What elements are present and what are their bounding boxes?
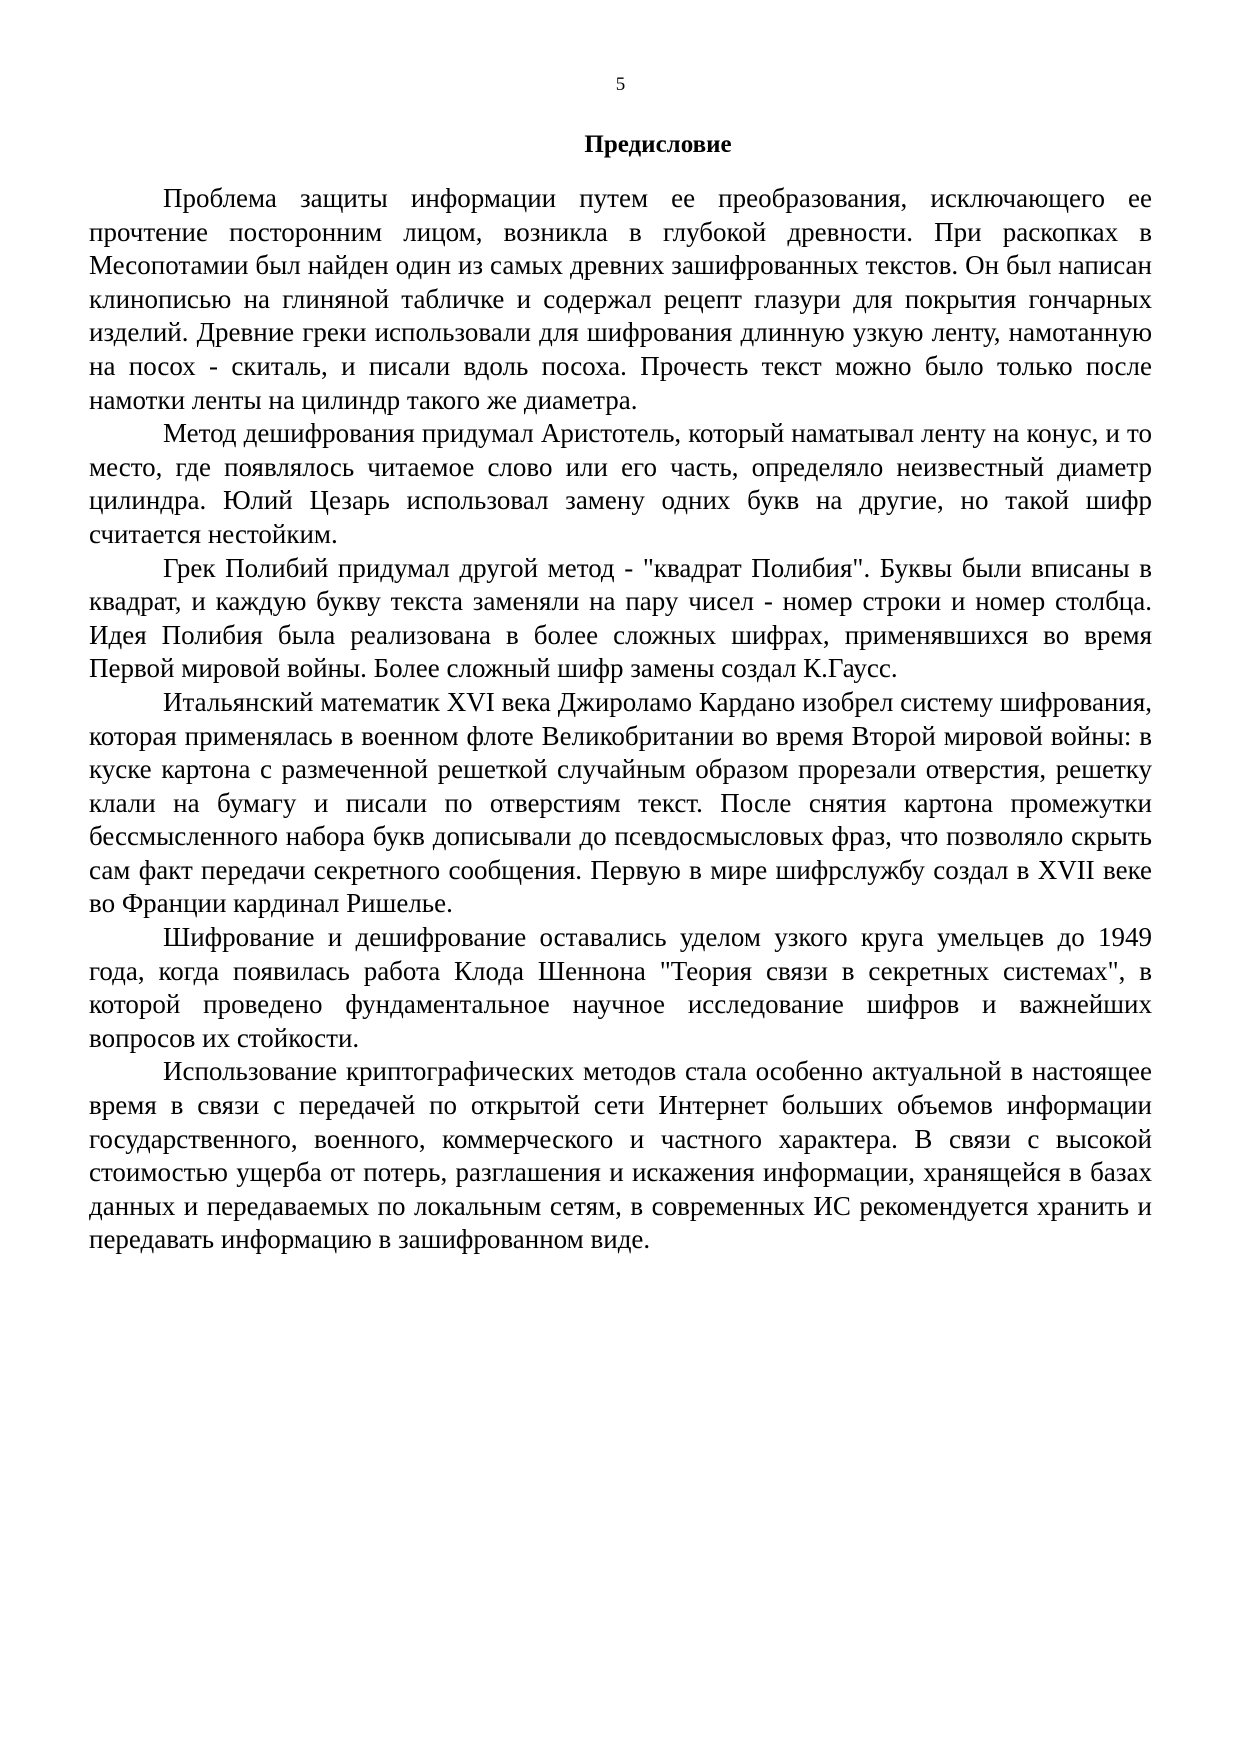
paragraph: Итальянский математик XVI века Джироламо Кардано изобрел систему шифрования, которая применялась в военном флоте Великобритании во время Второй мировой войны: в куске картона с размеченной решеткой случайным образом прорезали отверстия, решетку клали на бумагу и писали по отверстиям текст. После снятия картона промежутки бессмысленного набора букв дописывали до псевдосмысловых фраз, что позволяло скрыть сам факт передачи секретного сообщения. Первую в мире шифрслужбу создал в XVII веке во Франции кардинал Ришелье. [89, 686, 1152, 919]
paragraph: Метод дешифрования придумал Аристотель, который наматывал ленту на конус, и то место, где появлялось читаемое слово или его часть, определяло неизвестный диаметр цилиндра. Юлий Цезарь использовал замену одних букв на другие, но такой шифр считается нестойким. [89, 418, 1152, 549]
paragraph: Использование криптографических методов стала особенно актуальной в настоящее время в связи с передачей по открытой сети Интернет больших объемов информации государственного, военного, коммерческого и частного характера. В связи с высокой стоимостью ущерба от потерь, разглашения и искажения информации, хранящейся в базах данных и передаваемых по локальным сетям, в современных ИС рекомендуется хранить и передавать информацию в зашифрованном виде. [89, 1056, 1152, 1255]
paragraph: Грек Полибий придумал другой метод - "квадрат Полибия". Буквы были вписаны в квадрат, и каждую букву текста заменяли на пару чисел - номер строки и номер столбца. Идея Полибия была реализована в более сложных шифрах, применявшихся во время Первой мировой войны. Более сложный шифр замены создал К.Гаусс. [89, 552, 1152, 684]
paragraph: Проблема защиты информации путем ее преобразования, исключающего ее прочтение посторонним лицом, возникла в глубокой древности. При раскопках в Месопотамии был найден один из самых древних зашифрованных текстов. Он был написан клинописью на глиняной табличке и содержал рецепт глазури для покрытия гончарных изделий. Древние греки использовали для шифрования длинную узкую ленту, намотанную на посох - скиталь, и писали вдоль посоха. Прочесть текст можно было только после намотки ленты на цилиндр такого же диаметра. [89, 183, 1152, 415]
page-number: 5 [615, 74, 626, 95]
paragraph: Шифрование и дешифрование оставались уделом узкого круга умельцев до 1949 года, когда появилась работа Клода Шеннона "Теория связи в секретных системах", в которой проведено фундаментальное научное исследование шифров и важнейших вопросов их стойкости. [89, 922, 1152, 1053]
page-title: Предисловие [584, 131, 732, 158]
body-text [89, 182, 1152, 1257]
